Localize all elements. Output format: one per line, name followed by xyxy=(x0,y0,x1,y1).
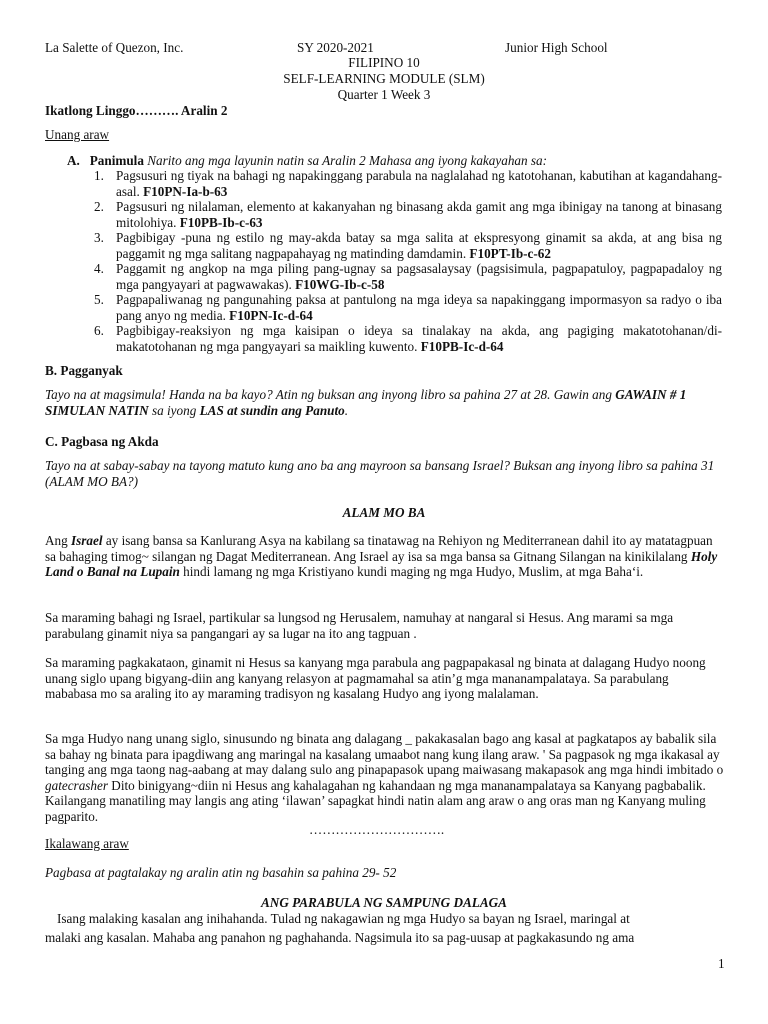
objective-text: Paggamit ng angkop na mga piling pang-ugnay sa pagsasalaysay (pagsisimula, pagpapatuloy, pagpapadaloy ng mga pangyayari at pagwawakas). xyxy=(116,261,722,292)
school-year: SY 2020-2021 xyxy=(297,40,374,55)
objective-text: Pagbibigay-reaksiyon ng mga kaisipan o ideya sa tinalakay na akda, ang pagiging makatotohanan/di-makatotohanan ng mga pangyayari sa maikling kuwento. xyxy=(116,323,722,354)
gatecrasher-term: gatecrasher xyxy=(45,777,108,793)
parabula-line-1: Isang malaking kasalan ang inihahanda. Tulad ng nakagawian ng mga Hudyo sa bayan ng Israel, maringal at xyxy=(57,911,630,926)
pagganyak-heading: B. Pagganyak xyxy=(45,363,123,378)
objective-number: 3. xyxy=(94,230,104,245)
alam-paragraph-4: Sa mga Hudyo nang unang siglo, sinusundo ng binata ang dalagang _ pakakasalan bago ang kasal at pagkatapos ay babalik sila sa bahay ng binata para ipagdiwang ang maringal na kasalang umaabot nang kung ilang araw. ' Sa pagpasok ng mga ikakasal ay tanging ang mga taong nag-aabang at may dalang sulo ang pinapapasok upang maiwasang makapasok ang mga hindi imbitado o gatecrasher Dito binigyang~diin ni Hesus ang kahalagahan ng kahandaan ng mga mananampalataya sa Kanyang pagbabalik. Kailangang manatiling may langis ang ating ‘ilawan’ sapagkat hindi natin alam ang araw o ang oras man ng Kanyang muling pagparito. xyxy=(45,731,724,824)
objective-text: Pagpapaliwanag ng pangunahing paksa at pantulong na mga ideya sa napakinggang impormasyon sa radyo o iba pang anyo ng media. xyxy=(116,292,722,323)
objective-item xyxy=(94,230,722,261)
las-label: LAS at sundin ang Panuto xyxy=(199,402,345,418)
day-two-heading: Ikalawang araw xyxy=(45,836,129,851)
module-title: SELF-LEARNING MODULE (SLM) xyxy=(283,71,485,86)
objective-number: 1. xyxy=(94,168,104,183)
objective-code: F10WG-Ib-c-58 xyxy=(295,276,385,292)
pagganyak-text: Tayo na at magsimula! Handa na ba kayo? Atin ng buksan ang inyong libro sa pahina 27 at 28. Gawin ang GAWAIN # 1 SIMULAN NATIN sa iyong LAS at sundin ang Panuto. xyxy=(45,387,687,418)
parabula-title: ANG PARABULA NG SAMPUNG DALAGA xyxy=(261,895,507,910)
pagbasa-instruction: Pagbasa at pagtalakay ng aralin atin ng basahin sa pahina 29- 52 xyxy=(45,865,397,880)
objective-text: Pagbibigay -puna ng estilo ng may-akda batay sa mga salita at ekspresyong ginamit sa akda, at ang bisa ng paggamit ng mga salitang nagpapahayag ng matinding damdamin. xyxy=(116,230,722,261)
school-level: Junior High School xyxy=(505,40,608,55)
objective-number: 2. xyxy=(94,199,104,214)
objective-item xyxy=(94,292,722,323)
objective-item xyxy=(94,261,722,292)
objective-item xyxy=(94,323,722,354)
section-divider-dots: …………………………. xyxy=(309,822,445,837)
alam-paragraph-1: Ang Israel ay isang bansa sa Kanlurang Asya na kabilang sa tinatawag na Rehiyon ng Mediterranean dahil ito ay matatagpuan sa bahaging timog~ silangan ng Dagat Mediterranean. Ang Israel ay isa sa mga bansa sa Gitnang Silangan na kinikilalang Holy Land o Banal na Lupain hindi lamang ng mga Kristiyano kundi maging ng mga Hudyo, Muslim, at mga Baha‘i. xyxy=(45,533,718,579)
quarter-title: Quarter 1 Week 3 xyxy=(337,87,431,102)
gawain-label: GAWAIN # 1 SIMULAN NATIN xyxy=(45,387,687,418)
objective-item xyxy=(94,168,722,199)
objective-number: 4. xyxy=(94,261,104,276)
israel-term: Israel xyxy=(71,533,103,548)
objective-number: 5. xyxy=(94,292,104,307)
objective-text: Pagsusuri ng tiyak na bahagi ng napakinggang parabula na naglalahad ng katotohanan, kabutihan at kagandahang-asal. xyxy=(116,168,722,199)
subject-title: FILIPINO 10 xyxy=(348,55,420,70)
alam-paragraph-2: Sa maraming bahagi ng Israel, partikular sa lungsod ng Herusalem, namuhay at nangaral si Hesus. Ang marami sa mga parabulang ginamit niya sa pangangari ay sa lugar na ito ang tagpuan . xyxy=(45,610,674,641)
week-title: Ikatlong Linggo………. Aralin 2 xyxy=(45,103,228,118)
parabula-line-2: malaki ang kasalan. Mahaba ang panahon ng paghahanda. Nagsimula ito sa pag-uusap at pagkakasundo ng ama xyxy=(45,930,635,945)
objective-code: F10PT-Ib-c-62 xyxy=(469,245,551,261)
panimula-line xyxy=(67,153,547,169)
objective-text: Pagsusuri ng nilalaman, elemento at kakanyahan ng binasang akda gamit ang mga ibinigay na tanong at binasang mitolohiya. xyxy=(116,199,722,230)
section-a-marker: A. xyxy=(67,153,80,168)
panimula-label: Panimula xyxy=(89,153,144,168)
objective-code: F10PB-Ib-c-63 xyxy=(179,214,263,230)
objective-code: F10PN-Ic-d-64 xyxy=(229,307,313,323)
holy-land-term: Holy Land o Banal na Lupain xyxy=(45,548,718,579)
page-number: 1 xyxy=(718,956,725,971)
pagbasa-heading: C. Pagbasa ng Akda xyxy=(45,434,159,449)
objective-item xyxy=(94,199,722,230)
school-name: La Salette of Quezon, Inc. xyxy=(45,40,184,55)
panimula-intro: Narito ang mga layunin natin sa Aralin 2 Mahasa ang iyong kakayahan sa: xyxy=(147,153,548,168)
pagbasa-text: Tayo na at sabay-sabay na tayong matuto kung ano ba ang mayroon sa bansang Israel? Buksan ang inyong libro sa pahina 31 (ALAM MO BA?) xyxy=(45,458,715,489)
objectives-list xyxy=(94,168,722,354)
alam-paragraph-3: Sa maraming pagkakataon, ginamit ni Hesus sa kanyang mga parabula ang pagpapakasal ng binata at dalagang Hudyo noong unang siglo upang bigyang-diin ang kanyang relasyon at pagmamahal sa atin’g mga mananampalataya. Sa parabulang mababasa mo sa araling ito ay maraming tradisyon ng kasalang Hudyo ang iyong malalaman. xyxy=(45,655,706,701)
objective-number: 6. xyxy=(94,323,104,338)
alam-title: ALAM MO BA xyxy=(342,505,426,520)
day-one-heading: Unang araw xyxy=(45,127,110,142)
objective-code: F10PB-Ic-d-64 xyxy=(420,338,504,354)
objective-code: F10PN-Ia-b-63 xyxy=(143,183,228,199)
